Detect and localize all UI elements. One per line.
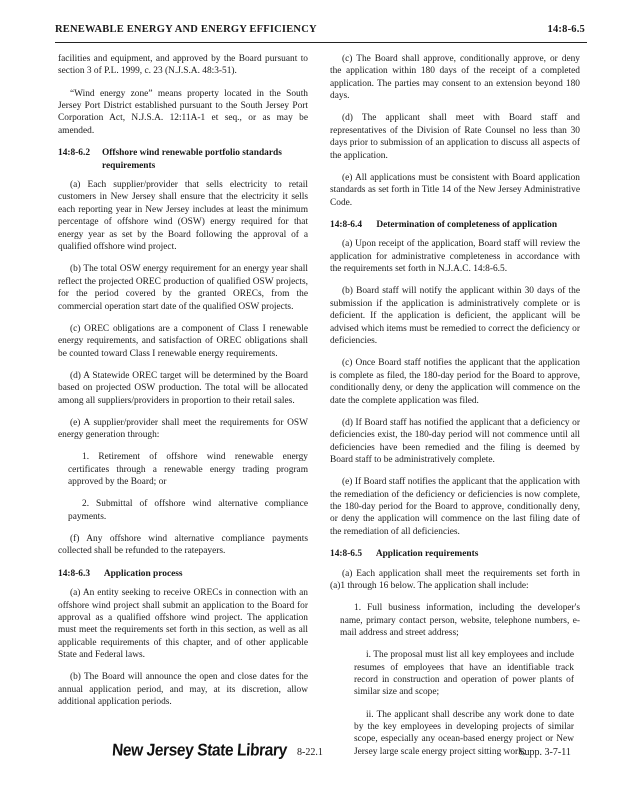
left-column: [58, 53, 308, 718]
subsection-c: (c) Once Board staff notifies the applicant that the application is complete as filed, the 180-day period for the Board to approve, conditionally deny, or deny the application will commence on the date the complete application was filed.: [330, 358, 580, 406]
subsection-d: (d) If Board staff has notified the applicant that a deficiency or deficiencies exist, the 180-day period will not commence until all deficiencies have been remedied and the filing is deemed by Board staff to be administratively complete.: [330, 417, 580, 465]
header-rule: [55, 42, 587, 43]
section-title: Application requirements: [375, 549, 479, 560]
page-number: 8-22.1: [297, 747, 323, 758]
list-item: 1. Full business information, including the developer's name, primary contact person, website, telephone numbers, e-mail address and street address;: [340, 603, 580, 639]
subsection-e: (e) All applications must be consistent with Board application standards as set forth in Title 14 of the New Jersey Administrative Code.: [330, 172, 580, 208]
section-number: 14:8-6.5: [330, 549, 363, 560]
subsection-b: (b) The Board will announce the open and close dates for the annual application period, and may, at its discretion, allow additional application periods.: [58, 672, 308, 708]
subsection-a: (a) Each application shall meet the requirements set forth in (a)1 through 16 below. The application shall include:: [330, 568, 580, 591]
subsection-a: (a) Each supplier/provider that sells electricity to retail customers in New Jersey shall ensure that the electricity it sells each reporting year in New Jersey includes at least the minimum percentage of offshore wind (OSW) energy required for that energy year as set by the Board following the approval of a qualified offshore wind project.: [58, 180, 308, 253]
subsection-e: (e) If Board staff notifies the applicant that the application with the remediation of the deficiency or deficiencies is now complete, the 180-day period for the Board to approve, conditionally deny, or deny the application will commence on the last filing date of the remediation of all deficiencies.: [330, 477, 580, 537]
supplement-date: Supp. 3-7-11: [519, 747, 571, 758]
header-section-number: 14:8-6.5: [547, 24, 585, 35]
running-header: [55, 24, 585, 40]
section-heading-6-2: [58, 147, 308, 172]
subsection-a: (a) An entity seeking to receive ORECs in connection with an offshore wind project shall submit an application to the Board for approval as a qualified offshore wind project. The application must meet the requirements set forth in this section, as well as all applicable requirements of this chapter, and of other applicable State and Federal laws.: [58, 588, 308, 661]
subsection-c: (c) The Board shall approve, conditionally approve, or deny the application within 180 days of the receipt of a completed application. The parties may consent to an extension beyond 180 days.: [330, 54, 580, 102]
section-title: Offshore wind renewable portfolio standards requirements: [102, 148, 282, 171]
definition-wind-energy-zone: “Wind energy zone” means property located in the South Jersey Port District established pursuant to the South Jersey Port Corporation Act, N.J.S.A. 12:11A-1 et seq., or as may be amended.: [58, 88, 308, 136]
subsection-b: (b) The total OSW energy requirement for an energy year shall reflect the projected OREC production of qualified OSW projects, for the period covered by the granted ORECs, from the commercial operation start date of the qualified OSW projects.: [58, 264, 308, 312]
list-item: 1. Retirement of offshore wind renewable energy certificates through a renewable energy trading program approved by the Board; or: [68, 452, 308, 488]
section-number: 14:8-6.3: [58, 568, 91, 579]
subsection-d: (d) A Statewide OREC target will be determined by the Board based on projected OSW production. The total will be allocated among all suppliers/providers in proportion to their retail sales.: [58, 370, 308, 406]
sub-list-item: ii. The applicant shall describe any work done to date by the key employees in developing projects of similar scope, especially any ocean-based energy project or New Jersey large scale energy project sitting work;: [354, 709, 574, 757]
section-heading-6-5: [330, 548, 580, 560]
right-column: [330, 53, 580, 768]
section-number: 14:8-6.2: [58, 148, 91, 159]
subsection-c: (c) OREC obligations are a component of Class I renewable energy requirements, and satisfaction of OREC obligations shall be counted toward Class I renewable energy requirements.: [58, 323, 308, 359]
subsection-a: (a) Upon receipt of the application, Board staff will review the application for administrative completeness in accordance with the requirements set forth in N.J.A.C. 14:8-6.5.: [330, 239, 580, 275]
section-title: Determination of completeness of application: [376, 220, 558, 231]
library-logo: New Jersey State Library: [111, 741, 288, 760]
section-number: 14:8-6.4: [330, 220, 363, 231]
header-title: RENEWABLE ENERGY AND ENERGY EFFICIENCY: [55, 24, 317, 35]
subsection-e: (e) A supplier/provider shall meet the requirements for OSW energy generation through:: [58, 417, 308, 441]
section-title: Application process: [103, 568, 183, 579]
paragraph: facilities and equipment, and approved by the Board pursuant to section 3 of P.L. 1999, c. 23 (N.J.S.A. 48:3-51).: [58, 54, 308, 77]
subsection-f: (f) Any offshore wind alternative compliance payments collected shall be refunded to the ratepayers.: [58, 533, 308, 557]
subsection-b: (b) Board staff will notify the applicant within 30 days of the submission if the application is administratively complete or is deficient. If the application is deficient, the applicant will be advised which items must be remedied to correct the deficiency or deficiencies.: [330, 286, 580, 347]
subsection-d: (d) The applicant shall meet with Board staff and representatives of the Division of Rate Counsel no less than 30 days prior to submission of an application to discuss all aspects of the application.: [330, 113, 580, 161]
sub-list-item: i. The proposal must list all key employees and include resumes of employees that have an identifiable track record in construction and operation of power plants of similar size and scope;: [354, 650, 574, 698]
list-item: 2. Submittal of offshore wind alternative compliance payments.: [68, 499, 308, 522]
section-heading-6-4: [330, 219, 580, 231]
section-heading-6-3: [58, 568, 308, 580]
